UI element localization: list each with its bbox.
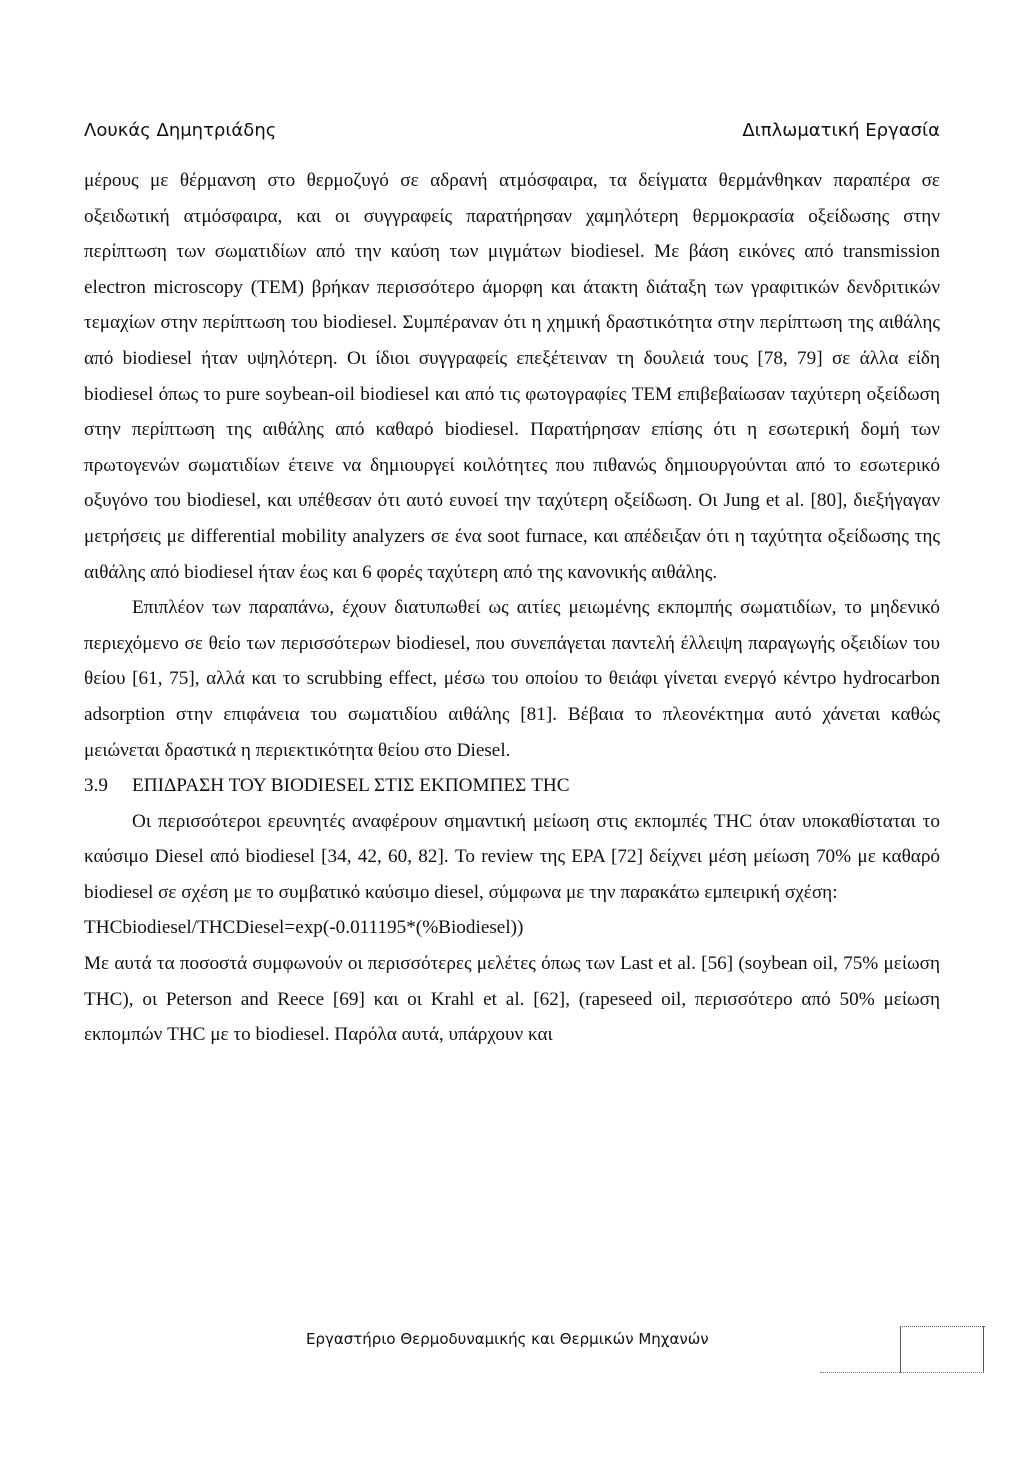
footer-box-edge [983, 1326, 984, 1372]
section-title: ΕΠΙΔΡΑΣΗ ΤΟΥ BIODIESEL ΣΤΙΣ ΕΚΠΟΜΠΕΣ THC [132, 775, 570, 797]
footer-page-box [900, 1326, 985, 1373]
header-doc-type: Διπλωματική Εργασία [742, 120, 940, 141]
paragraph-thc-reduction: Οι περισσότεροι ερευνητές αναφέρουν σημαντική μείωση στις εκπομπές THC όταν υποκαθίσταται το καύσιμο Diesel από biodiesel [34, 42, 60, 82]. Το review της EPA [72] δείχνει μέση μείωση 70% με καθαρό biodiesel σε σχέση με το συμβατικό καύσιμο diesel, σύμφωνα με την παρακάτω εμπειρική σχέση: [84, 810, 940, 903]
paragraph-soot-oxidation: μέρους με θέρμανση στο θερμοζυγό σε αδρανή ατμόσφαιρα, τα δείγματα θερμάνθηκαν παραπέρα σε οξειδωτική ατμόσφαιρα, και οι συγγραφείς παρατήρησαν χαμηλότερη θερμοκρασία οξείδωσης στην περίπτωση των σωματιδίων από την καύση των μιγμάτων biodiesel. Με βάση εικόνες από transmission electron microscopy (TEM) βρήκαν περισσότερο άμορφη και άτακτη διάταξη των γραφιτικών δενδριτικών τεμαχίων στην περίπτωση του biodiesel. Συμπέραναν ότι η χημική δραστικότητα στην περίπτωση της αιθάλης από biodiesel ήταν υψηλότερη. Οι ίδιοι συγγραφείς επεξέτειναν τη δουλειά τους [78, 79] σε άλλα είδη biodiesel όπως το pure soybean-oil biodiesel και από τις φωτογραφίες TEM επιβεβαίωσαν ταχύτερη οξείδωση στην περίπτωση της αιθάλης από καθαρό biodiesel. Παρατήρησαν επίσης ότι η εσωτερική δομή των πρωτογενών σωματιδίων έτεινε να δημιουργεί κοιλότητες που πιθανώς δημιουργούνται από το εσωτερικό οξυγόνο του biodiesel, και υπέθεσαν ότι αυτό ευνοεί την ταχύτερη οξείδωση. Οι Jung et al. [80], διεξήγαγαν μετρήσεις με differential mobility analyzers σε ένα soot furnace, και απέδειξαν ότι η ταχύτητα οξείδωσης της αιθάλης από biodiesel ήταν έως και 6 φορές ταχύτερη από της κανονικής αιθάλης. [84, 170, 940, 583]
section-number: 3.9 [84, 775, 108, 797]
section-heading [84, 768, 940, 804]
footer-lab-name: Εργαστήριο Θερμοδυναμικής και Θερμικών Μηχανών [306, 1330, 709, 1348]
paragraph-sulfur-content: Επιπλέον των παραπάνω, έχουν διατυπωθεί ως αιτίες μειωμένης εκπομπής σωματιδίων, το μηδενικό περιεχόμενο σε θείο των περισσότερων biodiesel, που συνεπάγεται παντελή έλλειψη παραγωγής οξειδίων του θείου [61, 75], αλλά και το scrubbing effect, μέσω του οποίου το θειάφι γίνεται ενεργό κέντρο hydrocarbon adsorption στην επιφάνεια του σωματιδίου αιθάλης [81]. Βέβαια το πλεονέκτημα αυτό χάνεται καθώς μειώνεται δραστικά η περιεκτικότητα θείου στο Diesel. [84, 597, 940, 761]
empirical-formula: THCbiodiesel/THCDiesel=exp(-0.011195*(%Biodiesel)) [84, 917, 524, 939]
page-body [84, 163, 940, 1053]
footer-box-underline [820, 1372, 984, 1373]
page-header [84, 120, 940, 150]
header-author: Λουκάς Δημητριάδης [84, 120, 277, 141]
paragraph-studies: Με αυτά τα ποσοστά συμφωνούν οι περισσότερες μελέτες όπως των Last et al. [56] (soybean oil, 75% μείωση THC), οι Peterson and Reece [69] και οι Krahl et al. [62], (rapeseed oil, περισσότερο από 50% μείωση εκπομπών THC με το biodiesel. Παρόλα αυτά, υπάρχουν και [84, 953, 941, 1046]
